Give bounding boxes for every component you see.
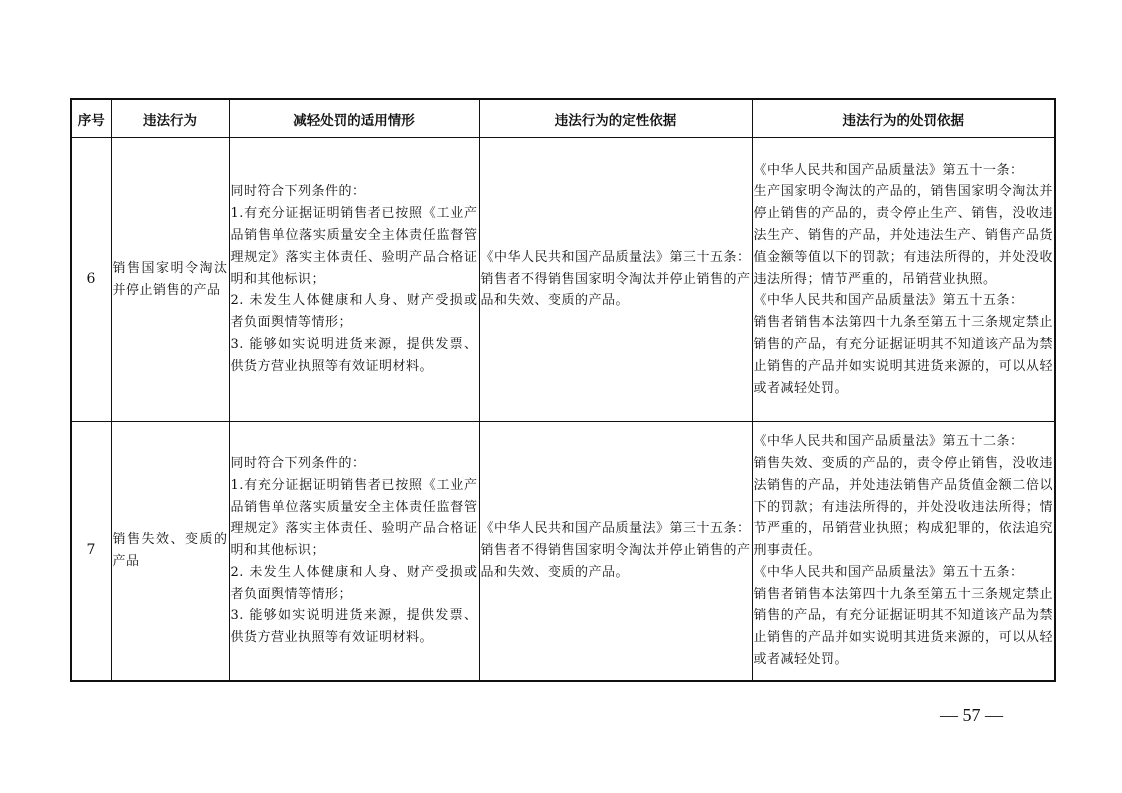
mitigation-line: 2. 未发生人体健康和人身、财产受损或者负面舆情等情形； bbox=[230, 564, 478, 602]
legal-basis bbox=[479, 138, 752, 422]
penalty-line: 销售者销售本法第四十九条至第五十三条规定禁止销售的产品，有充分证据证明其不知道该产品为禁止销售的产品并如实说明其进货来源的，可以从轻或者减轻处罚。 bbox=[753, 315, 1053, 396]
table-row bbox=[71, 138, 1055, 422]
mitigation-line: 同时符合下列条件的： bbox=[230, 455, 366, 471]
violation-act: 销售失效、变质的产品 bbox=[111, 422, 229, 682]
mitigation-line: 3. 能够如实说明进货来源，提供发票、供货方营业执照等有效证明材料。 bbox=[230, 336, 478, 374]
penalty-line: 《中华人民共和国产品质量法》第五十五条： bbox=[753, 293, 1024, 309]
basis-line: 销售者不得销售国家明令淘汰并停止销售的产品和失效、变质的产品。 bbox=[480, 543, 751, 580]
mitigation-conditions bbox=[229, 138, 479, 422]
header-penalty: 违法行为的处罚依据 bbox=[752, 99, 1055, 138]
penalty-basis bbox=[752, 422, 1055, 682]
basis-line: 《中华人民共和国产品质量法》第三十五条： bbox=[480, 249, 751, 265]
row-number: 7 bbox=[71, 422, 111, 682]
penalty-line: 销售者销售本法第四十九条至第五十三条规定禁止销售的产品，有充分证据证明其不知道该产品为禁止销售的产品并如实说明其进货来源的，可以从轻或者减轻处罚。 bbox=[753, 586, 1053, 668]
header-no: 序号 bbox=[71, 99, 111, 138]
table-header-row bbox=[71, 99, 1055, 138]
mitigation-line: 2. 未发生人体健康和人身、财产受损或者负面舆情等情形； bbox=[230, 293, 478, 331]
legal-basis bbox=[479, 422, 752, 682]
mitigation-line: 1.有充分证据证明销售者已按照《工业产品销售单位落实质量安全主体责任监督管理规定》落实主体责任、验明产品合格证明和其他标识； bbox=[230, 206, 478, 287]
penalty-basis bbox=[752, 138, 1055, 422]
penalty-line: 销售失效、变质的产品的，责令停止销售，没收违法销售的产品，并处违法销售产品货值金额二倍以下的罚款；有违法所得的，并处没收违法所得；情节严重的，吊销营业执照；构成犯罪的，依法追究刑事责任。 bbox=[753, 455, 1053, 559]
mitigation-conditions bbox=[229, 422, 479, 682]
table-row bbox=[71, 422, 1055, 682]
penalty-line: 《中华人民共和国产品质量法》第五十二条： bbox=[753, 434, 1024, 450]
row-number: 6 bbox=[71, 138, 111, 422]
mitigation-line: 1.有充分证据证明销售者已按照《工业产品销售单位落实质量安全主体责任监督管理规定》落实主体责任、验明产品合格证明和其他标识； bbox=[230, 477, 478, 559]
page-number: — 57 — bbox=[940, 705, 1003, 725]
penalty-line: 生产国家明令淘汰的产品的，销售国家明令淘汰并停止销售的产品的，责令停止生产、销售，没收违法生产、销售的产品，并处违法生产、销售产品货值金额等值以下的罚款；有违法所得的，并处没收违法所得；情节严重的，吊销营业执照。 bbox=[753, 184, 1053, 287]
penalty-line: 《中华人民共和国产品质量法》第五十一条： bbox=[753, 162, 1024, 178]
header-basis: 违法行为的定性依据 bbox=[479, 99, 752, 138]
penalty-table bbox=[70, 98, 1056, 682]
basis-line: 销售者不得销售国家明令淘汰并停止销售的产品和失效、变质的产品。 bbox=[480, 271, 751, 309]
header-act: 违法行为 bbox=[111, 99, 229, 138]
header-mitigation: 减轻处罚的适用情形 bbox=[229, 99, 479, 138]
basis-line: 《中华人民共和国产品质量法》第三十五条： bbox=[480, 521, 751, 537]
violation-act: 销售国家明令淘汰并停止销售的产品 bbox=[111, 138, 229, 422]
penalty-line: 《中华人民共和国产品质量法》第五十五条： bbox=[753, 564, 1024, 580]
mitigation-line: 同时符合下列条件的： bbox=[230, 184, 366, 200]
mitigation-line: 3. 能够如实说明进货来源，提供发票、供货方营业执照等有效证明材料。 bbox=[230, 608, 478, 646]
